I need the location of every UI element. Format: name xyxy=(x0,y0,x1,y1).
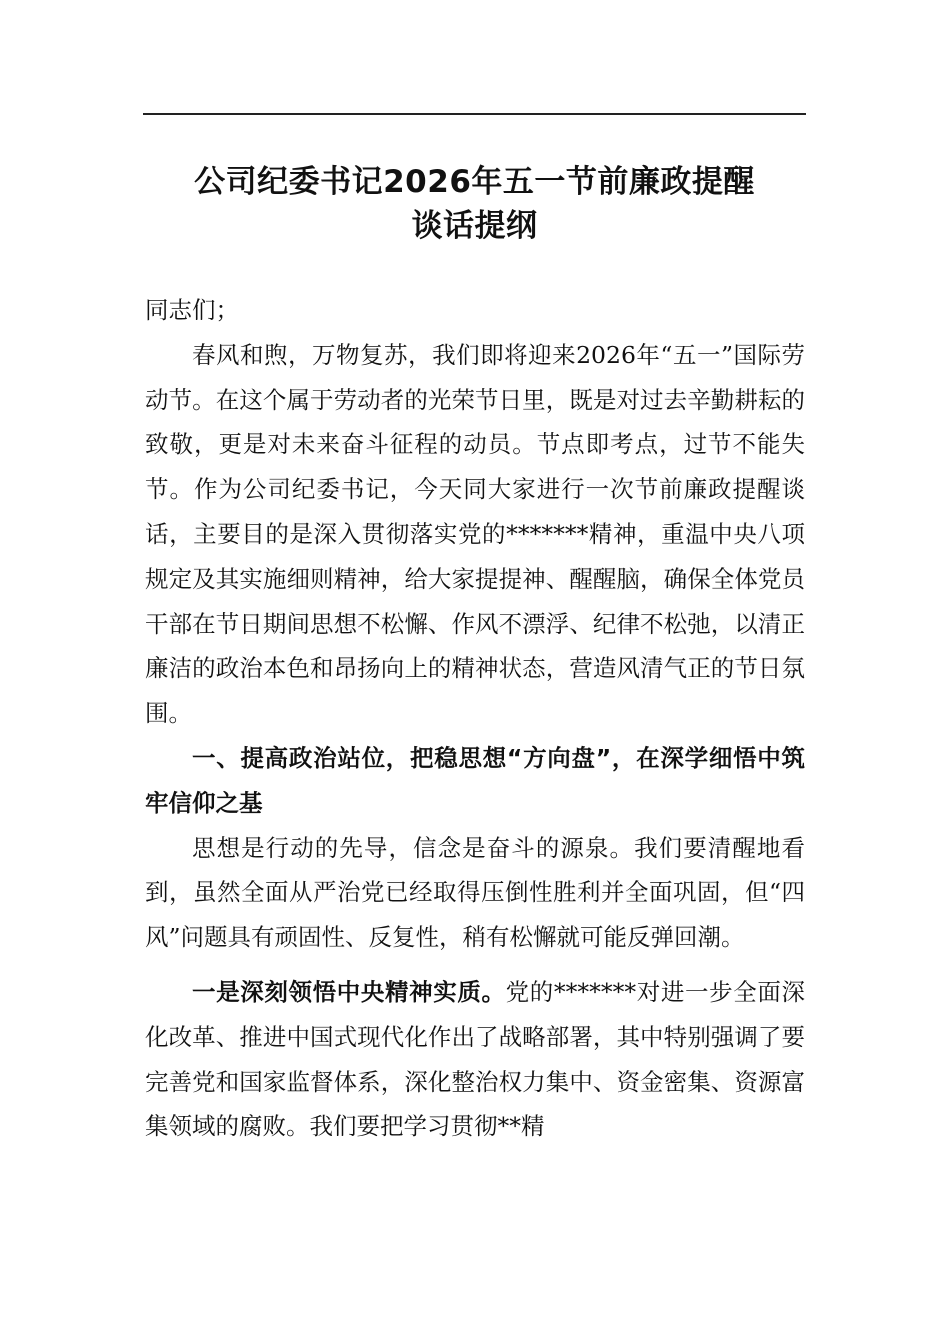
section-1-paragraph-2 xyxy=(145,970,805,1149)
paragraph-lead-phrase: 一是深刻领悟中央精神实质。 xyxy=(192,977,506,1006)
document-body xyxy=(145,288,805,1149)
paragraph-body-text: 党的*******对进一步全面深化改革、推进中国式现代化作出了战略部署，其中特别强调了要完善党和国家监督体系，深化整治权力集中、资金密集、资源富集领域的腐败。我们要把学习贯彻**精 xyxy=(145,977,805,1141)
section-heading-1: 一、提高政治站位，把稳思想“方向盘”，在深学细悟中筑牢信仰之基 xyxy=(145,743,805,817)
salutation: 同志们； xyxy=(145,296,239,324)
section-1-paragraph-1: 思想是行动的先导，信念是奋斗的源泉。我们要清醒地看到，虽然全面从严治党已经取得压倒性胜利并全面巩固，但“四风”问题具有顽固性、反复性，稍有松懈就可能反弹回潮。 xyxy=(145,833,805,952)
document-title xyxy=(143,160,806,248)
header-rule xyxy=(143,113,806,115)
title-line-2: 谈话提纲 xyxy=(411,208,538,244)
intro-paragraph: 春风和煦，万物复苏，我们即将迎来2026年“五一”国际劳动节。在这个属于劳动者的光荣节日里，既是对过去辛勤耕耘的致敬，更是对未来奋斗征程的动员。节点即考点，过节不能失节。作为公司纪委书记，今天同大家进行一次节前廉政提醒谈话，主要目的是深入贯彻落实党的*******精神，重温中央八项规定及其实施细则精神，给大家提提神、醒醒脑，确保全体党员干部在节日期间思想不松懈、作风不漂浮、纪律不松弛，以清正廉洁的政治本色和昂扬向上的精神状态，营造风清气正的节日氛围。 xyxy=(145,340,805,728)
title-line-1: 公司纪委书记2026年五一节前廉政提醒 xyxy=(194,164,755,200)
